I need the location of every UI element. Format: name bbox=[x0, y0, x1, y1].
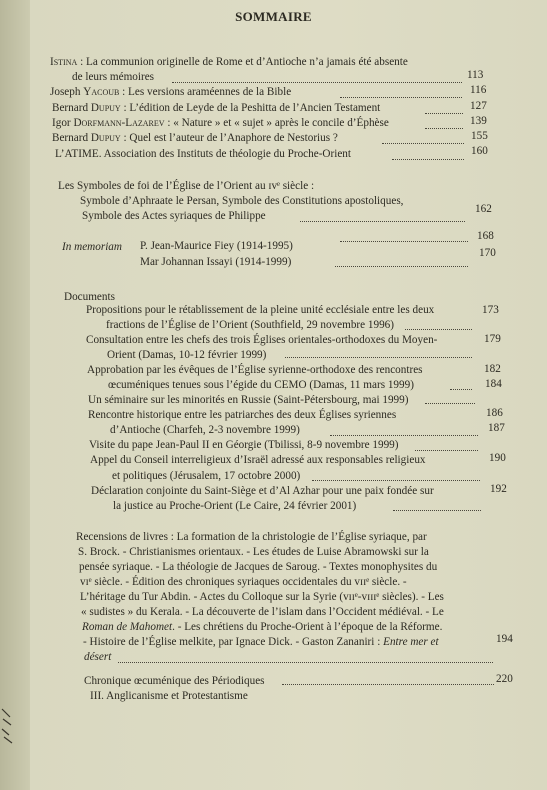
page-number: 162 bbox=[475, 203, 492, 215]
page-number: 186 bbox=[486, 407, 503, 419]
toc-entry-text: Orient (Damas, 10-12 février 1999) bbox=[107, 349, 267, 361]
page-number: 168 bbox=[477, 230, 494, 242]
margin-scribble bbox=[0, 705, 14, 745]
toc-entry-chronique: Chronique œcuménique des Périodiques bbox=[84, 675, 265, 687]
toc-entry-text: III. Anglicanisme et Protestantisme bbox=[90, 690, 248, 702]
toc-entry-fiey: P. Jean-Maurice Fiey (1914-1995) bbox=[140, 240, 293, 252]
toc-entry-text: Visite du pape Jean-Paul II en Géorgie (Tbilissi, 8-9 novembre 1999) bbox=[89, 439, 399, 451]
documents-heading: Documents bbox=[64, 291, 115, 303]
toc-entry-text: Approbation par les évêques de l’Église syrienne-orthodoxe des rencontres bbox=[87, 364, 423, 376]
leader-dots bbox=[450, 388, 472, 390]
toc-entry-text: Symbole d’Aphraate le Persan, Symbole des Constitutions apostoliques, bbox=[80, 195, 404, 207]
toc-entry-istina: Istina : La communion originelle de Rome et d’Antioche n’a jamais été absente bbox=[50, 56, 408, 68]
leader-dots bbox=[282, 683, 494, 685]
toc-entry-text: fractions de l’Église de l’Orient (Southfield, 29 novembre 1996) bbox=[106, 319, 395, 331]
toc-entry-text: Propositions pour le rétablissement de la pleine unité ecclésiale entre les deux bbox=[86, 304, 435, 316]
page-number: 192 bbox=[490, 483, 507, 495]
page-number: 179 bbox=[484, 333, 501, 345]
page-number: 170 bbox=[479, 247, 496, 259]
leader-dots bbox=[335, 265, 468, 267]
toc-entry-dorfmann: Igor Dorfmann-Lazarev : « Nature » et « sujet » après le concile d’Éphèse bbox=[52, 117, 389, 129]
toc-entry-text: de leurs mémoires bbox=[72, 71, 155, 83]
toc-entry-dupuy-2: Bernard Dupuy : Quel est l’auteur de l’Anaphore de Nestorius ? bbox=[52, 132, 338, 144]
leader-dots bbox=[405, 328, 472, 330]
page-number: 182 bbox=[484, 363, 501, 375]
leader-dots bbox=[312, 479, 480, 481]
recensions-text: L’héritage du Tur Abdin. - Actes du Colloque sur la Syrie (ᴠɪɪᵉ-ᴠɪɪɪᵉ siècles). - Les bbox=[80, 591, 444, 603]
toc-entry-text: d’Antioche (Charfeh, 2-3 novembre 1999) bbox=[110, 424, 300, 436]
recensions-text: pensée syriaque. - La théologie de Jacques de Saroug. - Textes monophysites du bbox=[79, 561, 438, 573]
leader-dots bbox=[382, 142, 464, 144]
page-number: 113 bbox=[467, 69, 484, 81]
leader-dots bbox=[285, 356, 472, 358]
toc-entry-dupuy-1: Bernard Dupuy : L’édition de Leyde de la Peshitta de l’Ancien Testament bbox=[52, 102, 381, 114]
leader-dots bbox=[340, 96, 462, 98]
toc-entry-text: Rencontre historique entre les patriarches des deux Églises syriennes bbox=[88, 409, 397, 421]
page-binding-shadow bbox=[0, 0, 30, 790]
page-number: 194 bbox=[496, 633, 513, 645]
recensions-text: - Histoire de l’Église melkite, par Ignace Dick. - Gaston Zananiri : Entre mer et bbox=[83, 636, 439, 648]
toc-entry-text: œcuméniques tenues sous l’égide du CEMO (Damas, 11 mars 1999) bbox=[108, 379, 414, 391]
page-number: 139 bbox=[470, 115, 487, 127]
page-number: 187 bbox=[488, 422, 505, 434]
leader-dots bbox=[330, 434, 478, 436]
page-number: 116 bbox=[470, 84, 487, 96]
toc-entry-text: Un séminaire sur les minorités en Russie (Saint-Pétersbourg, mai 1999) bbox=[88, 394, 409, 406]
leader-dots bbox=[415, 449, 478, 451]
toc-entry-symboles: Les Symboles de foi de l’Église de l’Orient au ɪᴠᵉ siècle : bbox=[58, 180, 315, 192]
page-number: 184 bbox=[485, 378, 502, 390]
recensions-text: désert bbox=[84, 651, 112, 663]
leader-dots bbox=[393, 509, 481, 511]
leader-dots bbox=[425, 402, 475, 404]
leader-dots bbox=[340, 240, 468, 242]
page-number: 190 bbox=[489, 452, 506, 464]
page-number: 155 bbox=[471, 130, 488, 142]
leader-dots bbox=[392, 158, 464, 160]
leader-dots bbox=[425, 127, 463, 129]
toc-entry-text: Symbole des Actes syriaques de Philippe bbox=[82, 210, 266, 222]
toc-entry-text: Consultation entre les chefs des trois Églises orientales-orthodoxes du Moyen- bbox=[86, 334, 438, 346]
toc-entry-atime: L’ATIME. Association des Instituts de théologie du Proche-Orient bbox=[55, 148, 352, 160]
leader-dots bbox=[425, 112, 463, 114]
recensions-text: S. Brock. - Christianismes orientaux. - Les études de Luise Abramowski sur la bbox=[78, 546, 429, 558]
leader-dots bbox=[300, 220, 465, 222]
in-memoriam-label: In memoriam bbox=[62, 241, 122, 253]
toc-entry-yacoub: Joseph Yacoub : Les versions araméennes de la Bible bbox=[50, 86, 292, 98]
recensions-text: « sudistes » du Kerala. - La découverte de l’islam dans l’Occident médiéval. - Le bbox=[81, 606, 444, 618]
page-title: SOMMAIRE bbox=[235, 9, 312, 24]
page-number: 173 bbox=[482, 304, 499, 316]
leader-dots bbox=[118, 661, 493, 663]
recensions-text: ᴠɪᵉ siècle. - Édition des chroniques syriaques occidentales du ᴠɪɪᵉ siècle. - bbox=[80, 576, 407, 588]
toc-entry-issayi: Mar Johannan Issayi (1914-1999) bbox=[140, 256, 292, 268]
page-number: 160 bbox=[471, 145, 488, 157]
page-number: 127 bbox=[470, 100, 487, 112]
recensions-text: Recensions de livres : La formation de la christologie de l’Église syriaque, par bbox=[76, 531, 427, 543]
recensions-text: Roman de Mahomet. - Les chrétiens du Proche-Orient à l’époque de la Réforme. bbox=[82, 621, 443, 633]
leader-dots bbox=[172, 81, 462, 83]
toc-entry-text: Appel du Conseil interreligieux d’Israël adressé aux responsables religieux bbox=[90, 454, 426, 466]
toc-entry-text: la justice au Proche-Orient (Le Caire, 24 février 2001) bbox=[113, 500, 357, 512]
toc-entry-text: Déclaration conjointe du Saint-Siège et d’Al Azhar pour une paix fondée sur bbox=[91, 485, 434, 497]
page-number: 220 bbox=[496, 673, 513, 685]
toc-entry-text: et politiques (Jérusalem, 17 octobre 2000) bbox=[112, 470, 301, 482]
